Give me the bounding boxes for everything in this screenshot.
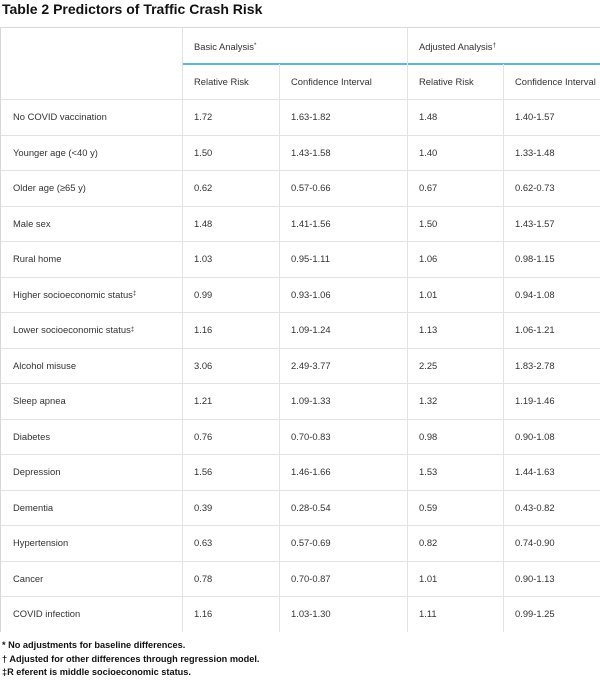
table-title: Table 2 Predictors of Traffic Crash Risk <box>2 1 263 17</box>
row-label-cell: Lower socioeconomic status ‡ <box>13 324 135 336</box>
rr-adjusted-cell: 0.59 <box>419 501 438 513</box>
rr-basic-cell: 0.99 <box>194 288 213 300</box>
table-row <box>1 312 600 348</box>
table-row <box>1 419 600 455</box>
ci-adjusted-cell: 1.33-1.48 <box>515 146 555 158</box>
table-row <box>1 383 600 419</box>
group-adjusted-label: Adjusted Analysis <box>419 40 493 52</box>
ci-adjusted-cell: 0.62-0.73 <box>515 182 555 194</box>
rr-adjusted-cell: 1.06 <box>419 253 438 265</box>
ci-basic-cell: 0.70-0.83 <box>291 430 331 442</box>
rr-adjusted-cell: 1.53 <box>419 466 438 478</box>
row-label-cell <box>13 383 66 419</box>
rr-basic-cell: 1.03 <box>194 253 213 265</box>
rr-adjusted-cell: 1.13 <box>419 324 438 336</box>
row-label-cell <box>13 348 76 384</box>
ci-basic-cell: 1.41-1.56 <box>291 217 331 229</box>
row-label-cell <box>13 561 43 597</box>
row-label: Lower socioeconomic status <box>13 324 131 336</box>
table-row <box>1 99 600 135</box>
ci-basic-cell: 0.57-0.69 <box>291 537 331 549</box>
row-label: No COVID vaccination <box>13 111 107 123</box>
results-table <box>0 27 600 632</box>
ci-adjusted-cell: 1.43-1.57 <box>515 217 555 229</box>
row-label: Younger age (<40 y) <box>13 146 98 158</box>
table-row <box>1 135 600 171</box>
table-row <box>1 490 600 526</box>
group-adjusted: Adjusted Analysis † <box>419 40 497 52</box>
ci-adjusted-cell: 0.90-1.13 <box>515 572 555 584</box>
rr-basic-cell: 0.39 <box>194 501 213 513</box>
row-label: Higher socioeconomic status <box>13 288 133 300</box>
row-label: Rural home <box>13 253 62 265</box>
rr-adjusted-cell: 0.82 <box>419 537 438 549</box>
row-label-cell <box>13 525 68 561</box>
ci-basic-cell: 1.63-1.82 <box>291 111 331 123</box>
table-row <box>1 561 600 597</box>
col-header-rr-basic: Relative Risk <box>194 76 249 87</box>
table-row <box>1 525 600 561</box>
row-label-cell: Higher socioeconomic status ‡ <box>13 288 137 300</box>
row-label-cell <box>13 135 98 171</box>
ci-adjusted-cell: 0.90-1.08 <box>515 430 555 442</box>
ci-adjusted-cell: 1.83-2.78 <box>515 359 555 371</box>
ci-adjusted-cell: 1.06-1.21 <box>515 324 555 336</box>
rr-adjusted-cell: 2.25 <box>419 359 438 371</box>
footnote-adjusted: † Adjusted for other differences through regression model. <box>2 654 260 664</box>
row-label-cell <box>13 99 107 135</box>
row-label: Depression <box>13 466 61 478</box>
group-basic-label: Basic Analysis <box>194 40 254 52</box>
rr-adjusted-cell: 1.01 <box>419 572 438 584</box>
row-label-cell <box>13 206 51 242</box>
row-label-cell <box>13 419 50 455</box>
row-label: COVID infection <box>13 608 81 620</box>
rr-adjusted-cell: 1.48 <box>419 111 438 123</box>
table-row <box>1 277 600 313</box>
row-label: Diabetes <box>13 430 51 442</box>
rr-basic-cell: 0.78 <box>194 572 213 584</box>
footnote-basic: * No adjustments for baseline differences. <box>2 640 186 650</box>
row-label: Male sex <box>13 217 51 229</box>
rr-basic-cell: 0.63 <box>194 537 213 549</box>
rr-basic-cell: 1.50 <box>194 146 213 158</box>
group-basic: Basic Analysis * <box>194 40 257 52</box>
table-row <box>1 454 600 490</box>
ci-basic-cell: 0.95-1.11 <box>291 253 330 265</box>
row-label-cell <box>13 596 80 632</box>
footnote-referent: ‡R eferent is middle socioeconomic status. <box>2 667 191 677</box>
row-label: Cancer <box>13 572 44 584</box>
ci-adjusted-cell: 1.44-1.63 <box>515 466 555 478</box>
ci-basic-cell: 0.57-0.66 <box>291 182 331 194</box>
col-header-ci-adjusted: Confidence Interval <box>515 76 596 87</box>
row-label-cell <box>13 490 53 526</box>
rr-basic-cell: 1.56 <box>194 466 213 478</box>
ci-adjusted-cell: 0.43-0.82 <box>515 501 555 513</box>
column-header-row <box>1 64 600 99</box>
group-header-row <box>1 28 600 64</box>
rr-adjusted-cell: 1.50 <box>419 217 438 229</box>
ci-basic-cell: 1.09-1.33 <box>291 395 331 407</box>
ci-adjusted-cell: 0.74-0.90 <box>515 537 555 549</box>
rr-adjusted-cell: 0.67 <box>419 182 438 194</box>
rr-adjusted-cell: 1.40 <box>419 146 438 158</box>
ci-basic-cell: 1.46-1.66 <box>291 466 331 478</box>
row-label-cell <box>13 454 60 490</box>
col-header-rr-adjusted: Relative Risk <box>419 76 474 87</box>
table-row <box>1 170 600 206</box>
ci-adjusted-cell: 0.99-1.25 <box>515 608 555 620</box>
rr-adjusted-cell: 1.32 <box>419 395 438 407</box>
rr-basic-cell: 0.62 <box>194 182 213 194</box>
table-row <box>1 241 600 277</box>
rr-basic-cell: 1.16 <box>194 608 213 620</box>
ci-basic-cell: 1.09-1.24 <box>291 324 331 336</box>
rr-basic-cell: 1.48 <box>194 217 213 229</box>
rr-basic-cell: 1.21 <box>194 395 213 407</box>
row-label-cell <box>13 170 86 206</box>
row-label: Older age (≥65 y) <box>13 182 86 194</box>
row-label: Sleep apnea <box>13 395 66 407</box>
rr-basic-cell: 0.76 <box>194 430 213 442</box>
ci-basic-cell: 0.70-0.87 <box>291 572 331 584</box>
rr-adjusted-cell: 1.11 <box>419 608 437 620</box>
ci-basic-cell: 0.93-1.06 <box>291 288 331 300</box>
row-label: Dementia <box>13 501 54 513</box>
row-label: Alcohol misuse <box>13 359 77 371</box>
ci-adjusted-cell: 1.40-1.57 <box>515 111 555 123</box>
col-header-ci-basic: Confidence Interval <box>291 76 372 87</box>
rr-adjusted-cell: 1.01 <box>419 288 438 300</box>
ci-basic-cell: 2.49-3.77 <box>291 359 331 371</box>
rr-basic-cell: 1.72 <box>194 111 213 123</box>
table-row <box>1 348 600 384</box>
ci-adjusted-cell: 1.19-1.46 <box>515 395 555 407</box>
ci-adjusted-cell: 0.98-1.15 <box>515 253 555 265</box>
table-row <box>1 596 600 632</box>
table-row <box>1 206 600 242</box>
ci-adjusted-cell: 0.94-1.08 <box>515 288 555 300</box>
row-label: Hypertension <box>13 537 69 549</box>
ci-basic-cell: 1.03-1.30 <box>291 608 331 620</box>
rr-basic-cell: 1.16 <box>194 324 213 336</box>
row-label-cell <box>13 241 61 277</box>
rr-basic-cell: 3.06 <box>194 359 213 371</box>
ci-basic-cell: 0.28-0.54 <box>291 501 331 513</box>
rr-adjusted-cell: 0.98 <box>419 430 438 442</box>
ci-basic-cell: 1.43-1.58 <box>291 146 331 158</box>
